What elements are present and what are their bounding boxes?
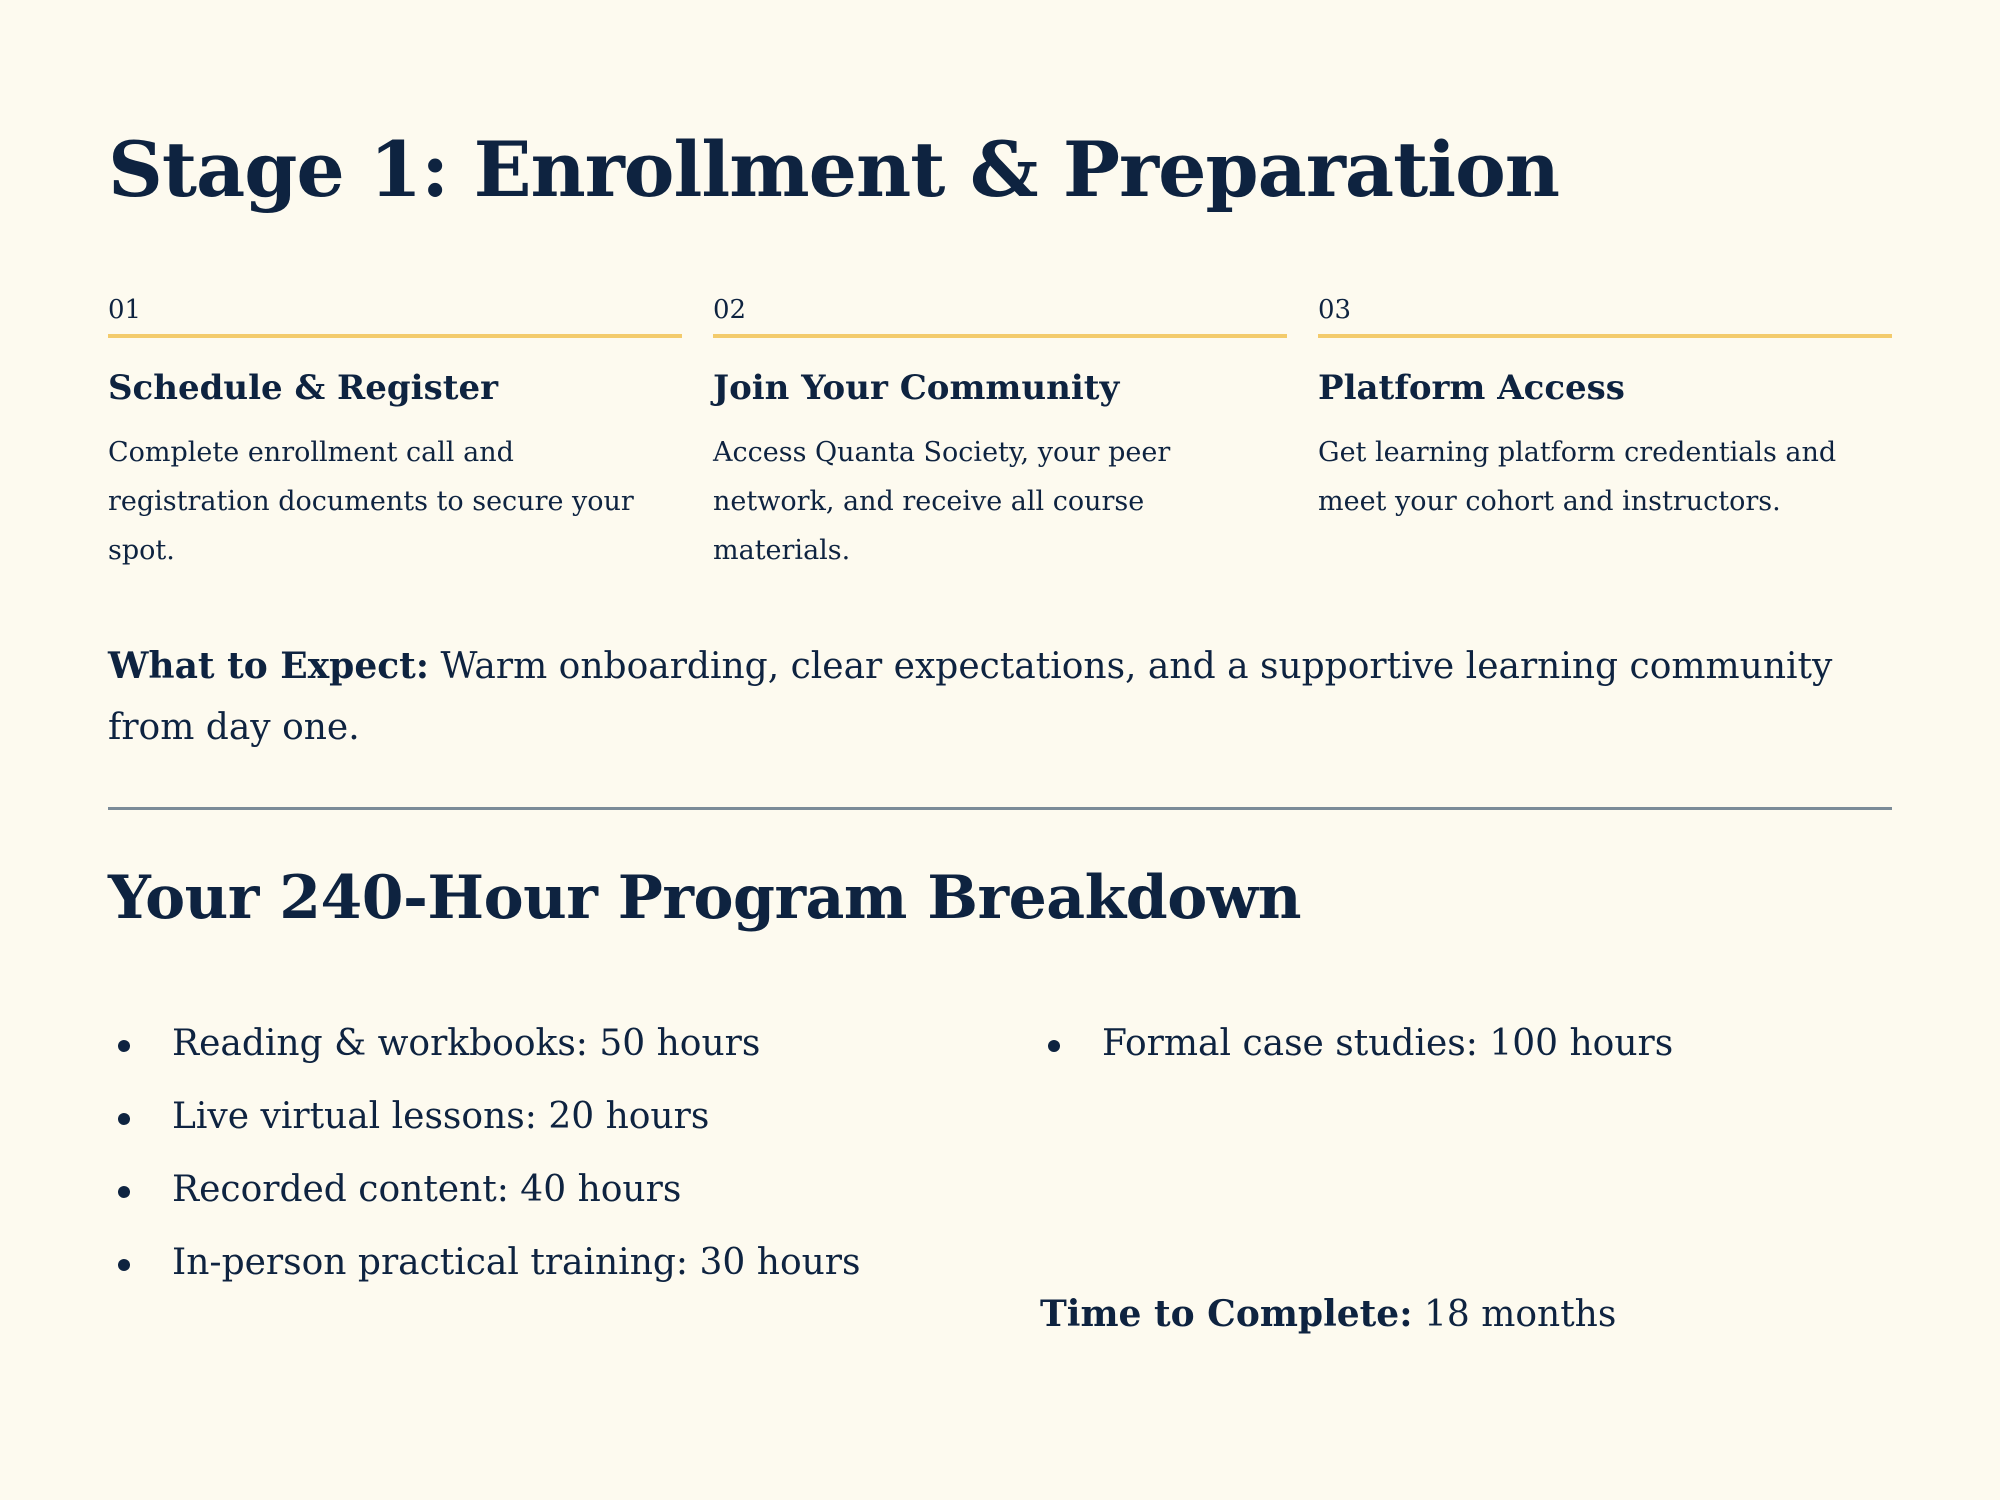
step-accent-line <box>108 334 682 338</box>
step-accent-line <box>1318 334 1892 338</box>
step-card <box>108 290 682 575</box>
step-accent-line <box>713 334 1287 338</box>
step-card <box>713 290 1287 575</box>
step-number: 03 <box>1318 295 1352 325</box>
list-item <box>108 1160 860 1233</box>
list-item-text: Recorded content: 40 hours <box>172 1169 682 1210</box>
step-title: Join Your Community <box>713 368 1120 408</box>
time-to-complete <box>1040 1288 1616 1341</box>
step-card <box>1318 290 1892 526</box>
time-value: 18 months <box>1412 1294 1617 1335</box>
list-item <box>108 1233 860 1306</box>
expect-text: Warm onboarding, clear expectations, and a supportive learning community from day one. <box>108 646 1833 748</box>
bullet-icon <box>118 1113 130 1125</box>
step-title: Schedule & Register <box>108 368 498 408</box>
stage-title: Stage 1: Enrollment & Preparation <box>108 125 1560 214</box>
expect-label: What to Expect: <box>108 645 430 687</box>
list-item-text: Reading & workbooks: 50 hours <box>172 1023 761 1064</box>
bullet-icon <box>118 1259 130 1271</box>
step-number: 01 <box>108 295 142 325</box>
breakdown-list-left <box>108 1014 860 1306</box>
list-item-text: Formal case studies: 100 hours <box>1102 1023 1674 1064</box>
bullet-icon <box>118 1186 130 1198</box>
list-item-text: In-person practical training: 30 hours <box>172 1242 861 1283</box>
breakdown-list-right <box>1038 1014 1673 1087</box>
step-description: Complete enrollment call and registration documents to secure your spot. <box>108 437 634 566</box>
step-number: 02 <box>713 295 747 325</box>
bullet-icon <box>118 1040 130 1052</box>
list-item-text: Live virtual lessons: 20 hours <box>172 1096 710 1137</box>
what-to-expect <box>108 636 1898 758</box>
section-divider <box>108 807 1892 810</box>
list-item <box>108 1014 860 1087</box>
step-description: Get learning platform credentials and meet your cohort and instructors. <box>1318 437 1837 517</box>
breakdown-title: Your 240-Hour Program Breakdown <box>108 863 1301 933</box>
step-title: Platform Access <box>1318 368 1625 408</box>
step-description: Access Quanta Society, your peer network, and receive all course materials. <box>713 437 1171 566</box>
time-label: Time to Complete: <box>1040 1293 1413 1335</box>
list-item <box>1038 1014 1673 1087</box>
bullet-icon <box>1048 1040 1060 1052</box>
list-item <box>108 1087 860 1160</box>
